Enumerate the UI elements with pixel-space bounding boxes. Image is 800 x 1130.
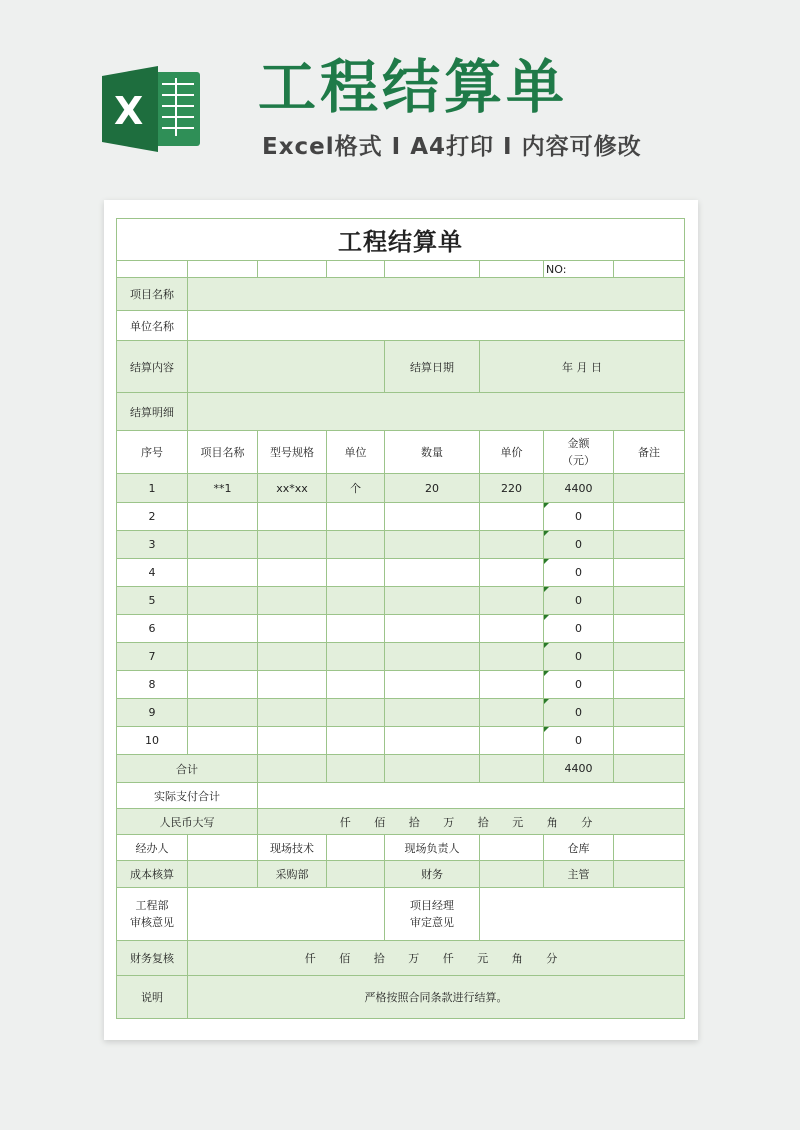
row-seq-cell: 5 (117, 587, 188, 615)
table-row (117, 643, 685, 671)
row-note-cell[interactable] (614, 503, 685, 531)
table-header-row (117, 431, 685, 474)
detail-rows (117, 474, 685, 755)
eng-dept-value[interactable] (188, 888, 385, 941)
header-seq: 序号 (117, 431, 188, 474)
project-name-label: 项目名称 (117, 278, 188, 311)
row-unit-cell[interactable] (327, 699, 385, 727)
finance-review-label: 财务复核 (117, 941, 188, 976)
pm-label: 项目经理 审定意见 (385, 888, 480, 941)
logo-letter: X (114, 89, 144, 133)
row-note-cell[interactable] (614, 587, 685, 615)
row-note-cell[interactable] (614, 531, 685, 559)
settle-content-label: 结算内容 (117, 341, 188, 393)
row-model-cell[interactable] (258, 615, 327, 643)
row-amount-cell[interactable]: 0 (544, 503, 614, 531)
row-item-cell[interactable] (188, 671, 258, 699)
table-row (117, 559, 685, 587)
header-unit: 单位 (327, 431, 385, 474)
row-item-cell[interactable] (188, 699, 258, 727)
finance-review-units[interactable]: 仟 佰 拾 万 仟 元 角 分 (188, 941, 685, 976)
total-label: 合计 (117, 755, 258, 783)
project-name-value[interactable] (188, 278, 685, 311)
row-model-cell[interactable] (258, 699, 327, 727)
rmb-label: 人民币大写 (117, 809, 258, 835)
row-seq-cell: 10 (117, 727, 188, 755)
eng-dept-label: 工程部 审核意见 (117, 888, 188, 941)
banner-subtitle: Excel格式 I A4打印 I 内容可修改 (262, 134, 642, 160)
row-note-cell[interactable] (614, 615, 685, 643)
unit-name-value[interactable] (188, 311, 685, 341)
row-item-cell[interactable] (188, 559, 258, 587)
row-model-cell[interactable] (258, 503, 327, 531)
row-seq-cell: 9 (117, 699, 188, 727)
row-price-cell[interactable] (480, 503, 544, 531)
row-price-cell[interactable] (480, 699, 544, 727)
row-amount-cell[interactable]: 0 (544, 643, 614, 671)
table-row (117, 474, 685, 503)
row-price-cell[interactable] (480, 559, 544, 587)
row-price-cell[interactable] (480, 587, 544, 615)
row-seq-cell: 2 (117, 503, 188, 531)
settle-detail-label: 结算明细 (117, 393, 188, 431)
row-seq-cell: 1 (117, 474, 188, 503)
row-amount-cell[interactable]: 0 (544, 587, 614, 615)
row-model-cell[interactable] (258, 727, 327, 755)
rmb-units[interactable]: 仟 佰 拾 万 拾 元 角 分 (258, 809, 685, 835)
number-row (117, 261, 685, 278)
row-qty-cell[interactable] (385, 503, 480, 531)
row-price-cell[interactable] (480, 531, 544, 559)
row-note-cell[interactable] (614, 727, 685, 755)
supervisor-label: 主管 (544, 861, 614, 888)
row-qty-cell[interactable]: 20 (385, 474, 480, 503)
actual-paid-value[interactable] (258, 783, 685, 809)
remark-text[interactable]: 严格按照合同条款进行结算。 (188, 976, 685, 1019)
row-amount-cell[interactable]: 0 (544, 531, 614, 559)
row-unit-cell[interactable] (327, 643, 385, 671)
row-note-cell[interactable] (614, 559, 685, 587)
settle-content-value[interactable] (188, 341, 385, 393)
row-price-cell[interactable] (480, 671, 544, 699)
purchase-label: 采购部 (258, 861, 327, 888)
row-unit-cell[interactable] (327, 615, 385, 643)
row-model-cell[interactable] (258, 671, 327, 699)
row-model-cell[interactable] (258, 587, 327, 615)
tech-label: 现场技术 (258, 835, 327, 861)
row-item-cell[interactable] (188, 727, 258, 755)
header-banner (0, 0, 800, 200)
tech-value[interactable] (327, 835, 385, 861)
settle-date-value[interactable]: 年 月 日 (480, 341, 685, 393)
purchase-value[interactable] (327, 861, 385, 888)
table-row (117, 671, 685, 699)
row-seq-cell: 7 (117, 643, 188, 671)
cost-check-label: 成本核算 (117, 861, 188, 888)
row-model-cell[interactable] (258, 643, 327, 671)
header-note: 备注 (614, 431, 685, 474)
handler-value[interactable] (188, 835, 258, 861)
row-price-cell[interactable] (480, 727, 544, 755)
total-amount[interactable]: 4400 (544, 755, 614, 783)
table-row (117, 615, 685, 643)
settle-date-label: 结算日期 (385, 341, 480, 393)
row-note-cell[interactable] (614, 643, 685, 671)
row-qty-cell[interactable] (385, 559, 480, 587)
header-price: 单价 (480, 431, 544, 474)
table-row (117, 587, 685, 615)
actual-paid-label: 实际支付合计 (117, 783, 258, 809)
row-amount-cell[interactable]: 4400 (544, 474, 614, 503)
table-row (117, 531, 685, 559)
table-row (117, 699, 685, 727)
row-item-cell[interactable] (188, 643, 258, 671)
row-unit-cell[interactable]: 个 (327, 474, 385, 503)
row-qty-cell[interactable] (385, 727, 480, 755)
row-note-cell[interactable] (614, 699, 685, 727)
row-seq-cell: 6 (117, 615, 188, 643)
warehouse-label: 仓库 (544, 835, 614, 861)
no-value-cell[interactable] (614, 261, 685, 278)
row-qty-cell[interactable] (385, 671, 480, 699)
row-price-cell[interactable] (480, 643, 544, 671)
row-price-cell[interactable] (480, 615, 544, 643)
row-unit-cell[interactable] (327, 503, 385, 531)
row-seq-cell: 4 (117, 559, 188, 587)
row-qty-cell[interactable] (385, 587, 480, 615)
finance-label: 财务 (385, 861, 480, 888)
row-unit-cell[interactable] (327, 727, 385, 755)
row-seq-cell: 3 (117, 531, 188, 559)
row-qty-cell[interactable] (385, 643, 480, 671)
row-note-cell[interactable] (614, 671, 685, 699)
row-price-cell[interactable]: 220 (480, 474, 544, 503)
total-row (117, 755, 685, 783)
header-item: 项目名称 (188, 431, 258, 474)
row-item-cell[interactable] (188, 615, 258, 643)
row-note-cell[interactable] (614, 474, 685, 503)
row-unit-cell[interactable] (327, 531, 385, 559)
site-owner-label: 现场负责人 (385, 835, 480, 861)
row-item-cell[interactable]: **1 (188, 474, 258, 503)
row-qty-cell[interactable] (385, 615, 480, 643)
row-model-cell[interactable] (258, 559, 327, 587)
handler-label: 经办人 (117, 835, 188, 861)
row-model-cell[interactable]: xx*xx (258, 474, 327, 503)
row-item-cell[interactable] (188, 587, 258, 615)
row-unit-cell[interactable] (327, 587, 385, 615)
row-model-cell[interactable] (258, 531, 327, 559)
warehouse-value[interactable] (614, 835, 685, 861)
header-amount: 金额 （元） (544, 431, 614, 474)
excel-logo-icon (102, 64, 202, 154)
settle-detail-value[interactable] (188, 393, 685, 431)
pm-value[interactable] (480, 888, 685, 941)
banner-title: 工程结算单 (258, 53, 569, 121)
cost-check-value[interactable] (188, 861, 258, 888)
header-model: 型号规格 (258, 431, 327, 474)
remark-label: 说明 (117, 976, 188, 1019)
row-amount-cell[interactable]: 0 (544, 671, 614, 699)
row-amount-cell[interactable]: 0 (544, 727, 614, 755)
table-row (117, 503, 685, 531)
no-label: NO: (544, 261, 614, 278)
row-seq-cell: 8 (117, 671, 188, 699)
row-unit-cell[interactable] (327, 559, 385, 587)
table-row (117, 727, 685, 755)
row-amount-cell[interactable]: 0 (544, 615, 614, 643)
row-qty-cell[interactable] (385, 699, 480, 727)
row-qty-cell[interactable] (385, 531, 480, 559)
finance-value[interactable] (480, 861, 544, 888)
site-owner-value[interactable] (480, 835, 544, 861)
sheet-title: 工程结算单 (117, 219, 685, 261)
row-item-cell[interactable] (188, 531, 258, 559)
supervisor-value[interactable] (614, 861, 685, 888)
row-item-cell[interactable] (188, 503, 258, 531)
row-amount-cell[interactable]: 0 (544, 699, 614, 727)
row-unit-cell[interactable] (327, 671, 385, 699)
row-amount-cell[interactable]: 0 (544, 559, 614, 587)
header-qty: 数量 (385, 431, 480, 474)
settlement-table (116, 218, 685, 1019)
unit-name-label: 单位名称 (117, 311, 188, 341)
